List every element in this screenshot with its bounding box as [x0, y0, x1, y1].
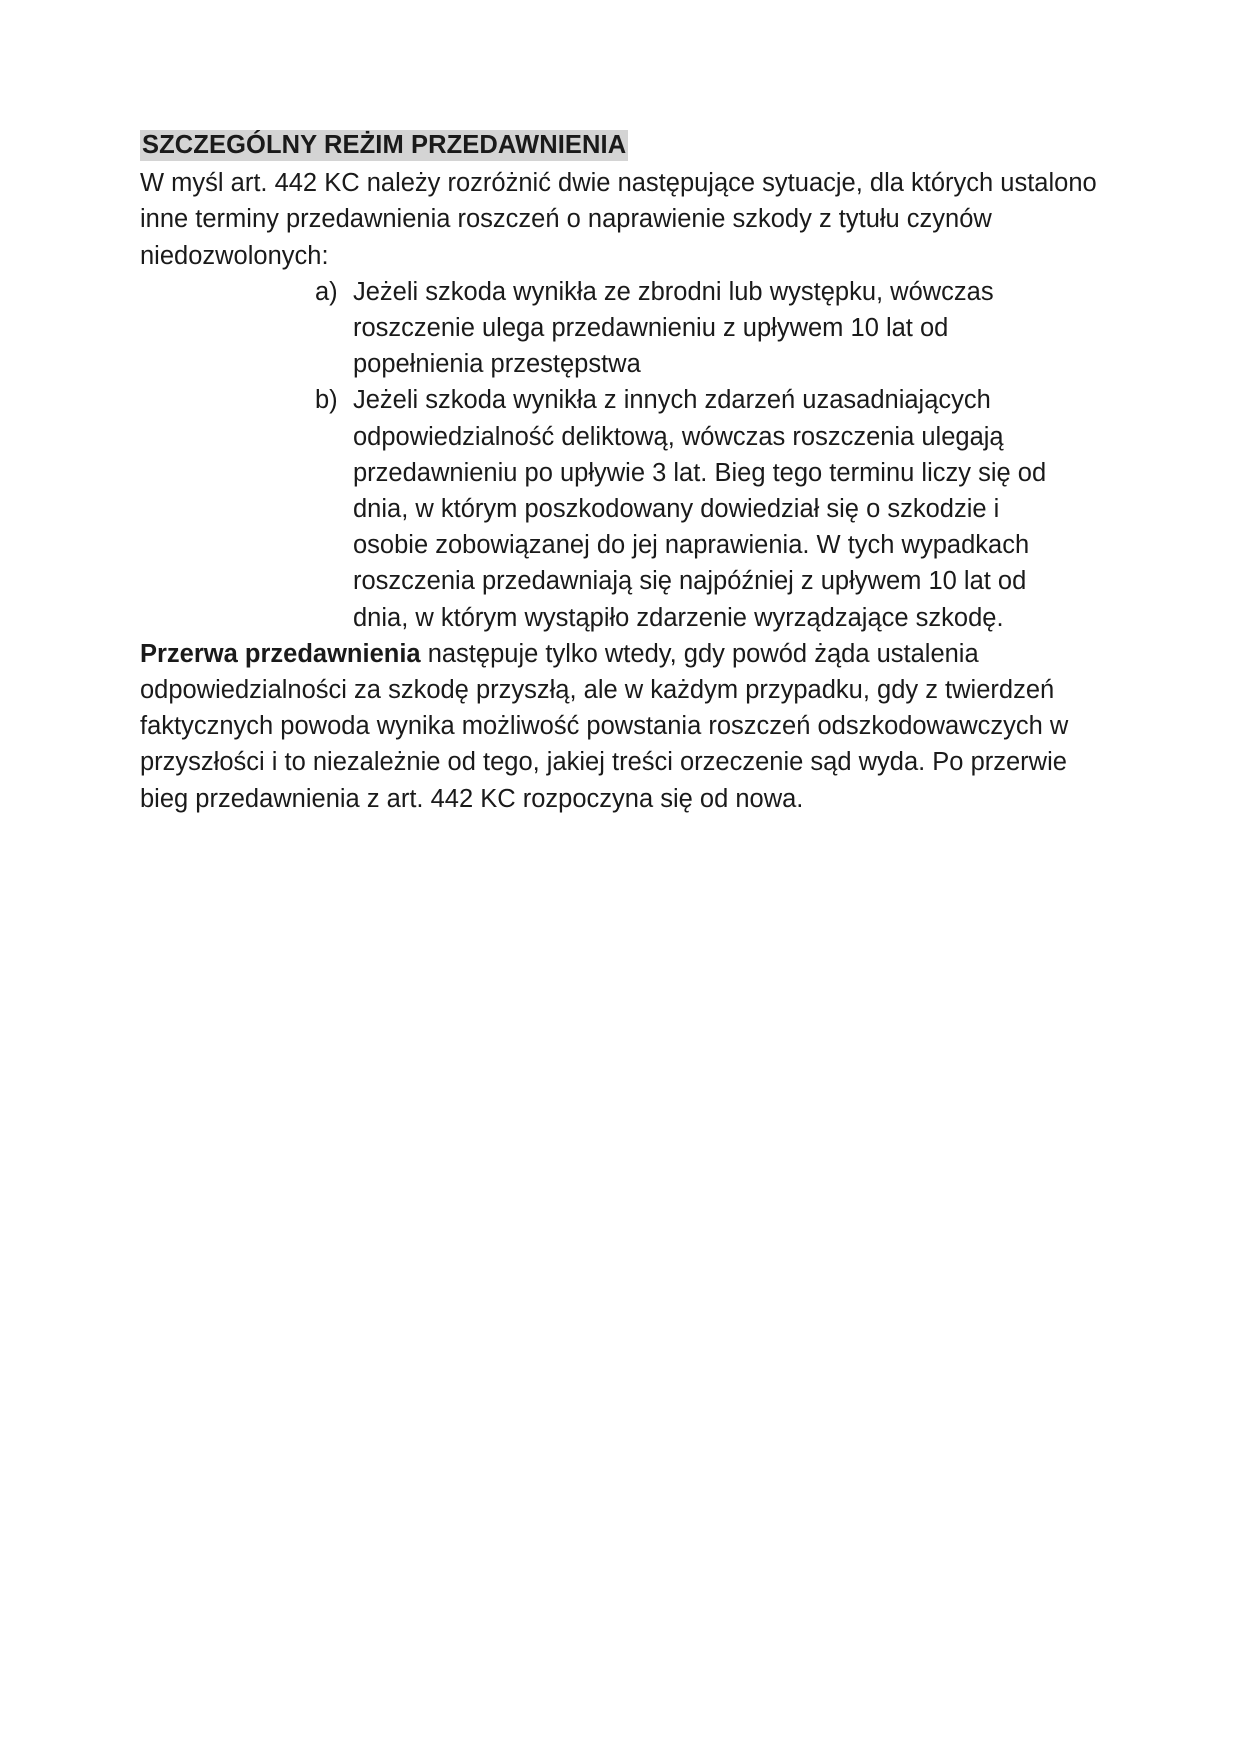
document-body	[140, 128, 1100, 817]
list-item-text: Jeżeli szkoda wynikła ze zbrodni lub występku, wówczas roszczenie ulega przedawnieniu z upływem 10 lat od popełnienia przestępstwa	[353, 277, 994, 379]
list-item-marker: a)	[315, 277, 338, 306]
list-item-marker: b)	[315, 386, 338, 415]
page-title: SZCZEGÓLNY REŻIM PRZEDAWNIENIA	[142, 131, 627, 159]
ordered-list	[140, 274, 1100, 636]
closing-paragraph-text: następuje tylko wtedy, gdy powód żąda ustalenia odpowiedzialności za szkodę przyszłą, ale w każdym przypadku, gdy z twierdzeń faktycznych powoda wynika możliwość powstania roszczeń odszkodowawczych w przyszłości i to niezależnie od tego, jakiej treści orzeczenie sąd wyda. Po przerwie bieg przedawnienia z art. 442 KC rozpoczyna się od nowa.	[140, 639, 1069, 813]
intro-paragraph: W myśl art. 442 KC należy rozróżnić dwie następujące sytuacje, dla których ustalono inne terminy przedawnienia roszczeń o naprawienie szkody z tytułu czynów niedozwolonych:	[140, 169, 1097, 270]
list-item	[315, 382, 1055, 635]
closing-paragraph	[140, 636, 1100, 817]
section-heading-line	[140, 128, 1100, 163]
list-item-text: Jeżeli szkoda wynikła z innych zdarzeń uzasadniających odpowiedzialność deliktową, wówczas roszczenia ulegają przedawnieniu po upływie 3 lat. Bieg tego terminu liczy się od dnia, w którym poszkodowany dowiedział się o szkodzie i osobie zobowiązanej do jej naprawienia. W tych wypadkach roszczenia przedawniają się najpóźniej z upływem 10 lat od dnia, w którym wystąpiło zdarzenie wyrządzające szkodę.	[353, 386, 1047, 632]
list-item	[315, 274, 1055, 383]
closing-paragraph-lead: Przerwa przedawnienia	[140, 639, 421, 668]
